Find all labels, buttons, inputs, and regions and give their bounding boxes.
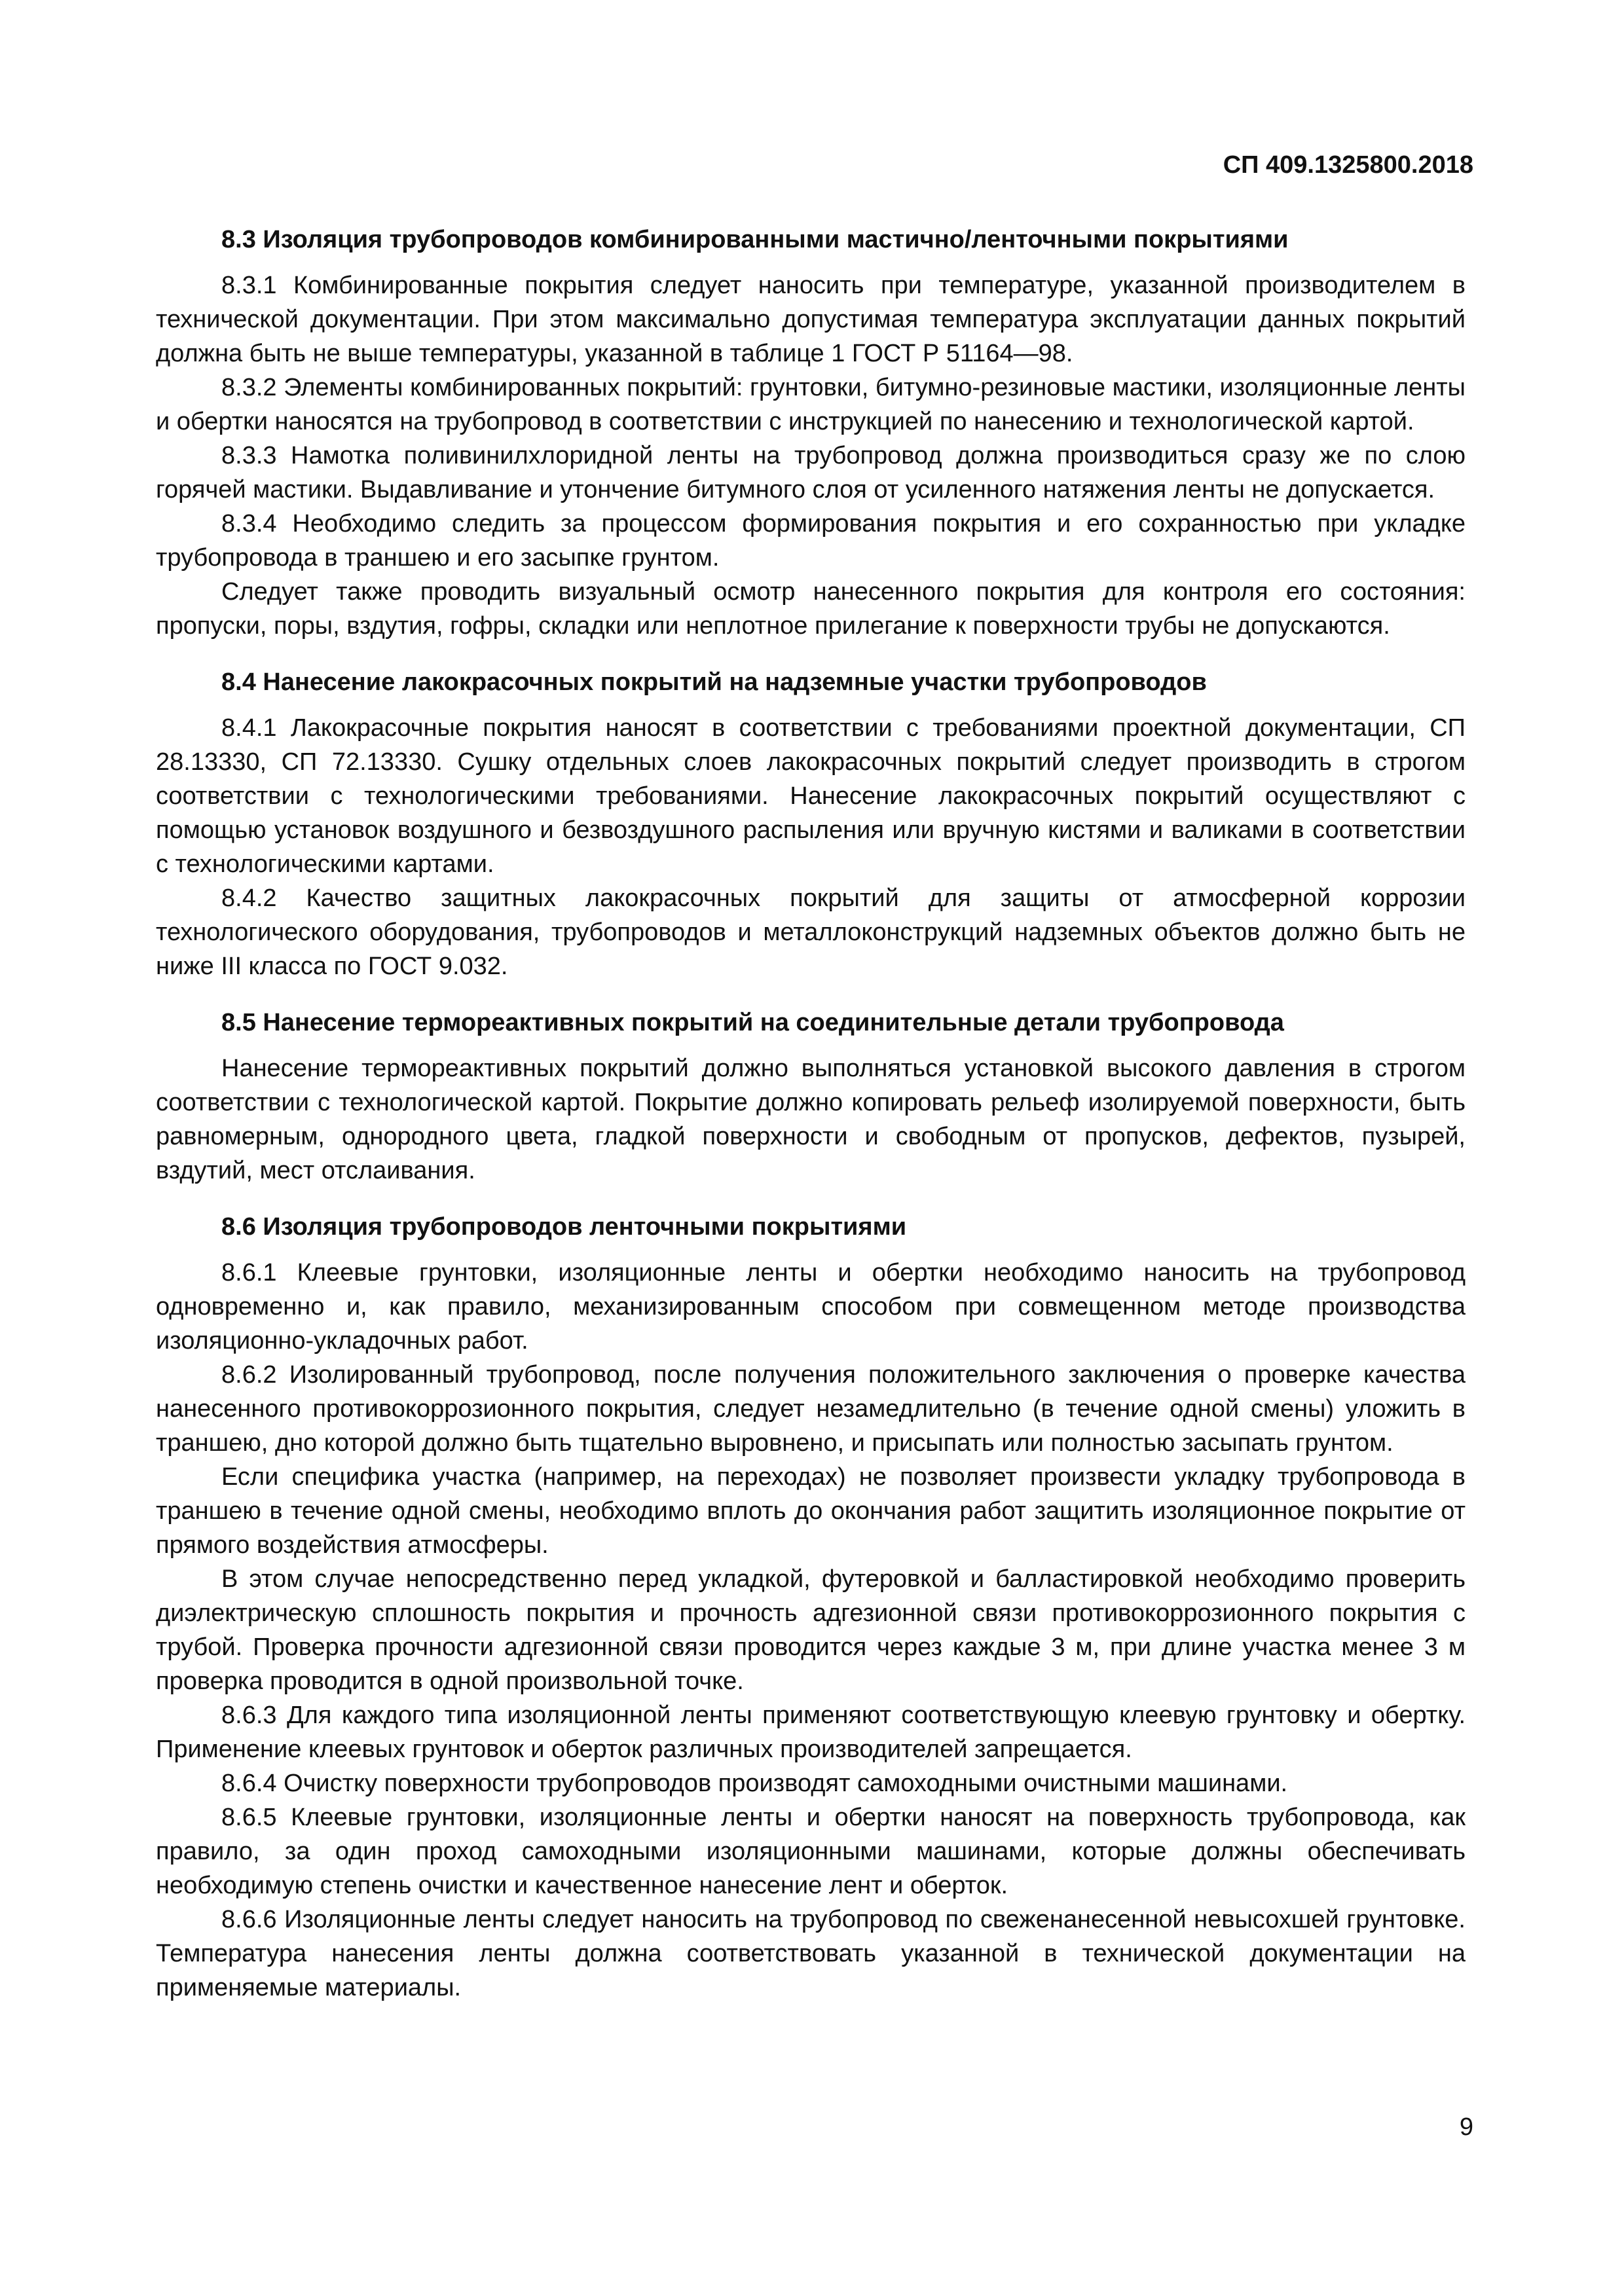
section-8-5 (156, 1006, 1466, 1188)
document-body (156, 223, 1466, 2027)
section-heading: 8.3 Изоляция трубопроводов комбинированными мастично/ленточными покрытиями (221, 226, 1289, 253)
paragraph: 8.6.5 Клеевые грунтовки, изоляционные ленты и обертки наносят на поверхность трубопровода, как правило, за один проход самоходными изоляционными машинами, которые должны обеспечивать необходимую степень очистки и качественное нанесение лент и оберток. (156, 1804, 1466, 1899)
section-8-6 (156, 1210, 1466, 2005)
paragraph: 8.6.4 Очистку поверхности трубопроводов производят самоходными очистными машинами. (221, 1770, 1288, 1797)
paragraph: 8.6.3 Для каждого типа изоляционной ленты применяют соответствующую клеевую грунтовку и обертку. Применение клеевых грунтовок и оберток различных производителей запрещается. (156, 1702, 1466, 1763)
paragraph: Следует также проводить визуальный осмотр нанесенного покрытия для контроля его состояния: пропуски, поры, вздутия, гофры, складки или неплотное прилегание к поверхности трубы не допускаются. (156, 578, 1466, 640)
paragraph: 8.4.1 Лакокрасочные покрытия наносят в соответствии с требованиями проектной документации, СП 28.13330, СП 72.13330. Сушку отдельных слоев лакокрасочных покрытий следует производить в строгом соответствии с технологическими требованиями. Нанесение лакокрасочных покрытий осуществляют с помощью установок воздушного и безвоздушного распыления или вручную кистями и валиками в соответствии с технологическими картами. (156, 714, 1466, 878)
section-heading: 8.6 Изоляция трубопроводов ленточными покрытиями (221, 1213, 907, 1241)
paragraph: 8.3.3 Намотка поливинилхлоридной ленты на трубопровод должна производиться сразу же по слою горячей мастики. Выдавливание и утончение битумного слоя от усиленного натяжения ленты не допускается. (156, 442, 1466, 503)
paragraph: 8.4.2 Качество защитных лакокрасочных покрытий для защиты от атмосферной коррозии технологического оборудования, трубопроводов и металлоконструкций надземных объектов должно быть не ниже III класса по ГОСТ 9.032. (156, 884, 1466, 980)
paragraph: 8.6.2 Изолированный трубопровод, после получения положительного заключения о проверке качества нанесенного противокоррозионного покрытия, следует незамедлительно (в течение одной смены) уложить в траншею, дно которой должно быть тщательно выровнено, и присыпать или полностью засыпать грунтом. (156, 1361, 1466, 1457)
paragraph: В этом случае непосредственно перед укладкой, футеровкой и балластировкой необходимо проверить диэлектрическую сплошность покрытия и прочность адгезионной связи противокоррозионного покрытия с трубой. Проверка прочности адгезионной связи проводится через каждые 3 м, при длине участка менее 3 м проверка проводится в одной произвольной точке. (156, 1565, 1466, 1695)
paragraph: 8.3.1 Комбинированные покрытия следует наносить при температуре, указанной производителем в технической документации. При этом максимально допустимая температура эксплуатации данных покрытий должна быть не выше температуры, указанной в таблице 1 ГОСТ Р 51164—98. (156, 272, 1466, 367)
paragraph: 8.6.1 Клеевые грунтовки, изоляционные ленты и обертки необходимо наносить на трубопровод одновременно и, как правило, механизированным способом при совмещенном методе производства изоляционно-укладочных работ. (156, 1259, 1466, 1355)
paragraph: 8.3.2 Элементы комбинированных покрытий: грунтовки, битумно-резиновые мастики, изоляционные ленты и обертки наносятся на трубопровод в соответствии с инструкцией по нанесению и технологической картой. (156, 374, 1466, 435)
page-number: 9 (1459, 2113, 1473, 2141)
document-code: СП 409.1325800.2018 (1223, 151, 1473, 179)
section-heading: 8.4 Нанесение лакокрасочных покрытий на надземные участки трубопроводов (221, 668, 1207, 696)
paragraph: 8.6.6 Изоляционные ленты следует наносить на трубопровод по свеженанесенной невысохшей грунтовке. Температура нанесения ленты должна соответствовать указанной в технической документации на применяемые материалы. (156, 1906, 1466, 2001)
paragraph: Нанесение термореактивных покрытий должно выполняться установкой высокого давления в строгом соответствии с технологической картой. Покрытие должно копировать рельеф изолируемой поверхности, быть равномерным, однородного цвета, гладкой поверхности и свободным от пропусков, дефектов, пузырей, вздутий, мест отслаивания. (156, 1055, 1466, 1184)
section-8-3 (156, 223, 1466, 643)
section-8-4 (156, 665, 1466, 983)
paragraph: 8.3.4 Необходимо следить за процессом формирования покрытия и его сохранностью при укладке трубопровода в траншею и его засыпке грунтом. (156, 510, 1466, 572)
paragraph: Если специфика участка (например, на переходах) не позволяет произвести укладку трубопровода в траншею в течение одной смены, необходимо вплоть до окончания работ защитить изоляционное покрытие от прямого воздействия атмосферы. (156, 1463, 1466, 1559)
section-heading: 8.5 Нанесение термореактивных покрытий на соединительные детали трубопровода (221, 1009, 1284, 1036)
